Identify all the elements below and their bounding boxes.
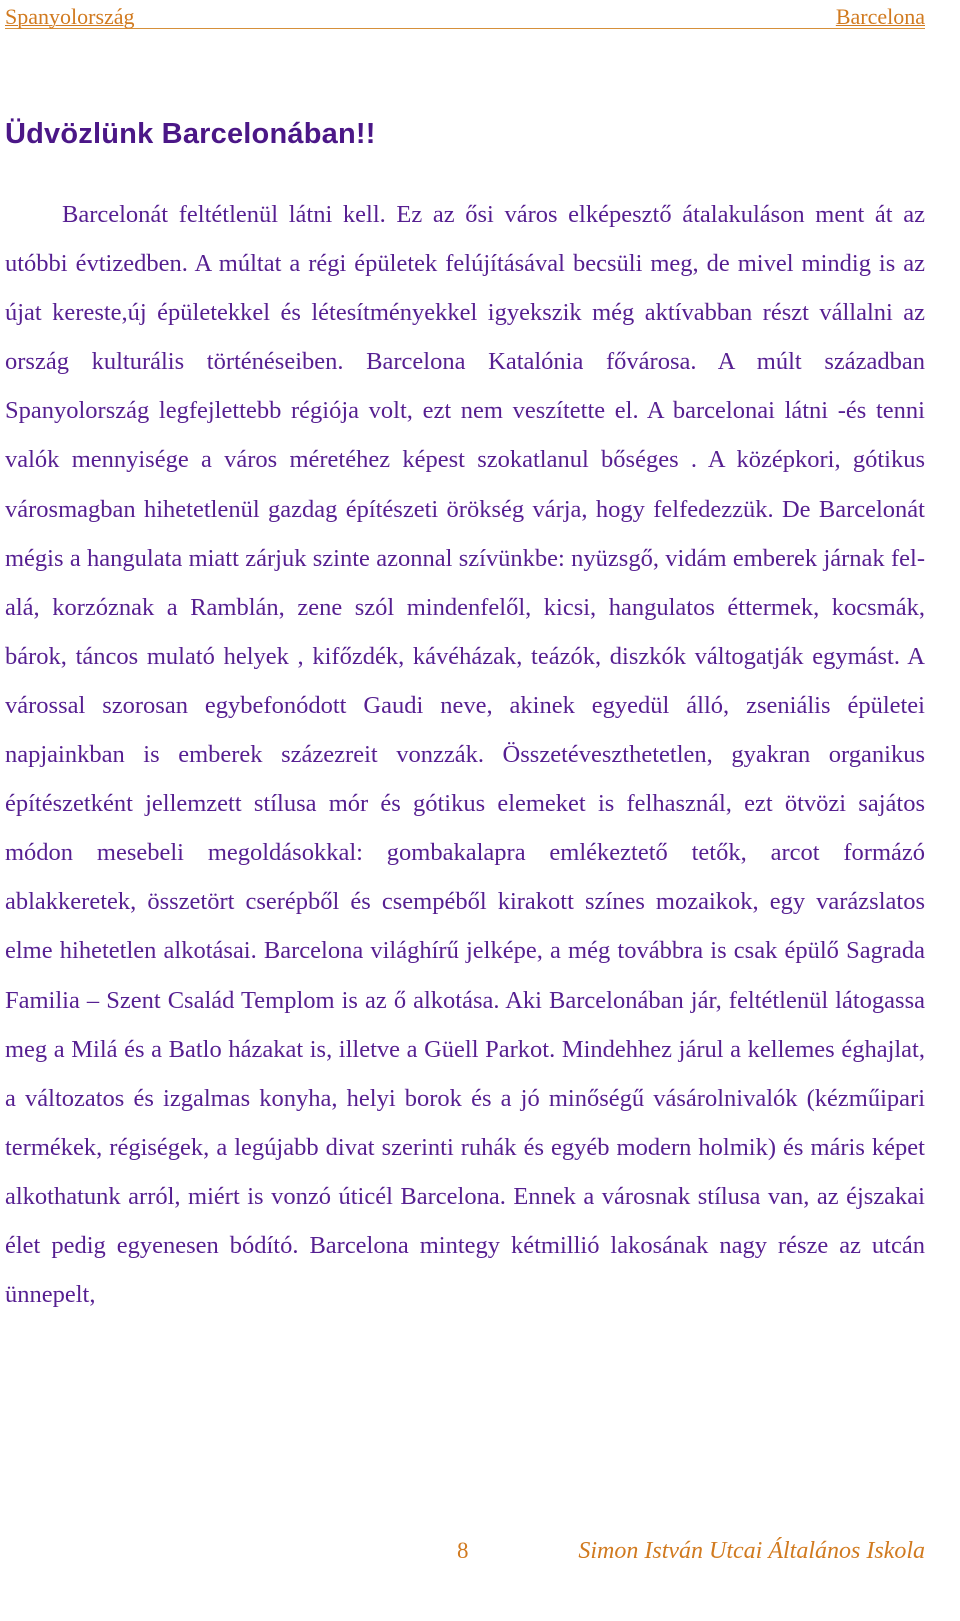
running-header bbox=[5, 2, 925, 29]
footer-school-name: Simon István Utcai Általános Iskola bbox=[578, 1538, 925, 1564]
body-paragraph: Barcelonát feltétlenül látni kell. Ez az ősi város elképesztő átalakuláson ment át az utóbbi évtizedben. A múltat a régi épületek felújításával becsüli meg, de mivel mindig is az újat kereste,új épületekkel és létesítményekkel igyekszik még aktívabban részt vállalni az ország kulturális történéseiben. Barcelona Katalónia fővárosa. A múlt században Spanyolország legfejlettebb régiója volt, ezt nem veszítette el. A barcelonai látni -és tenni valók mennyisége a város méretéhez képest szokatlanul bőséges . A középkori, gótikus városmagban hihetetlenül gazdag építészeti örökség várja, hogy felfedezzük. De Barcelonát mégis a hangulata miatt zárjuk szinte azonnal szívünkbe: nyüzsgő, vidám emberek járnak fel-alá, korzóznak a Ramblán, zene szól mindenfelől, kicsi, hangulatos éttermek, kocsmák, bárok, táncos mulató helyek , kifőzdék, kávéházak, teázók, diszkók váltogatják egymást. A várossal szorosan egybefonódott Gaudi neve, akinek egyedül álló, zseniális épületei napjainkban is emberek százezreit vonzzák. Összetéveszthetetlen, gyakran organikus építészetként jellemzett stílusa mór és gótikus elemeket is felhasznál, ezt ötvözi sajátos módon mesebeli megoldásokkal: gombakalapra emlékeztető tetők, arcot formázó ablakkeretek, összetört cserépből és csempéből kirakott színes mozaikok, egy varázslatos elme hihetetlen alkotásai. Barcelona világhírű jelképe, a még továbbra is csak épülő Sagrada Familia – Szent Család Templom is az ő alkotása. Aki Barcelonában jár, feltétlenül látogassa meg a Milá és a Batlo házakat is, illetve a Güell Parkot. Mindehhez járul a kellemes éghajlat, a változatos és izgalmas konyha, helyi borok és a jó minőségű vásárolnivalók (kézműipari termékek, régiségek, a legújabb divat szerinti ruhák és egyéb modern holmik) és máris képet alkothatunk arról, miért is vonzó úticél Barcelona. Ennek a városnak stílusa van, az éjszakai élet pedig egyenesen bódító. Barcelona mintegy kétmillió lakosának nagy része az utcán ünnepelt, bbox=[5, 201, 925, 1309]
page-title: Üdvözlünk Barcelonában!! bbox=[5, 118, 376, 150]
header-chapter-link[interactable]: Spanyolország bbox=[5, 4, 135, 29]
page-number: 8 bbox=[457, 1538, 469, 1563]
header-section-link[interactable]: Barcelona bbox=[835, 4, 925, 29]
running-footer bbox=[5, 1528, 925, 1568]
